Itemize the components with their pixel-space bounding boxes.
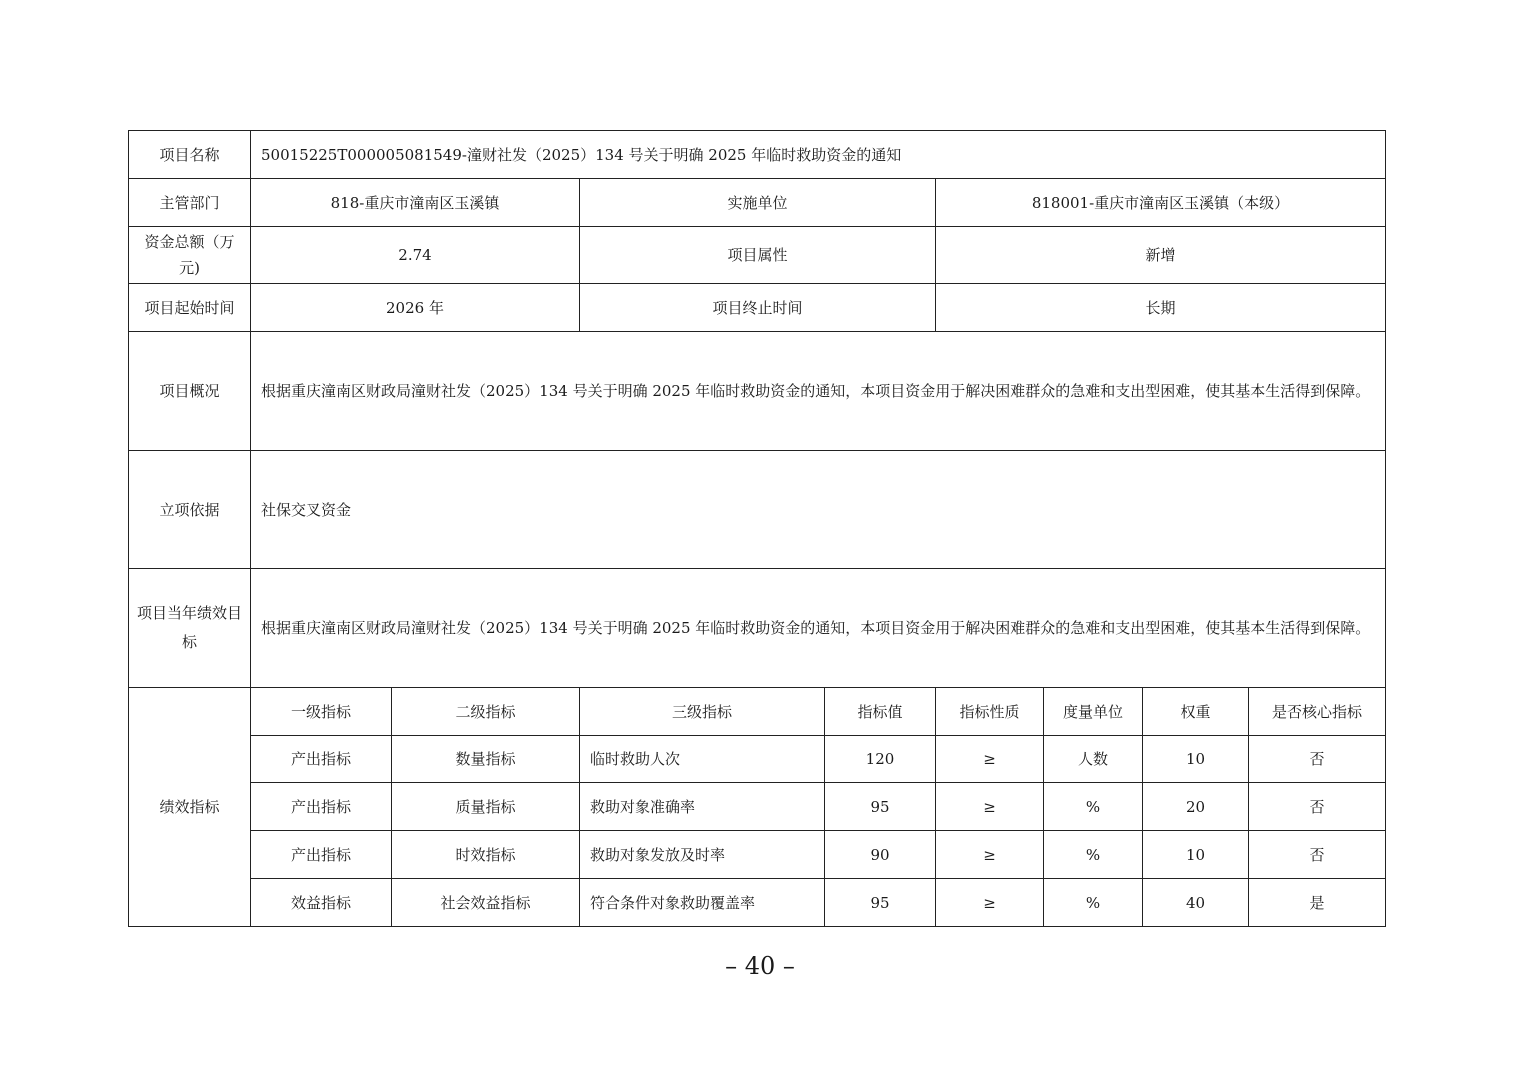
basis-value: 社保交叉资金	[261, 500, 352, 519]
overview-label: 项目概况	[159, 382, 220, 400]
table-row-4-level1: 效益指标	[290, 893, 351, 912]
table-row-1-level2: 数量指标	[455, 750, 516, 768]
table-row-4-level3: 符合条件对象救助覆盖率	[590, 893, 756, 912]
table-row-3-nature: ≥	[983, 845, 996, 864]
start-time-label: 项目起始时间	[144, 298, 235, 317]
table-row-2-level2: 质量指标	[455, 797, 516, 816]
annual-goal-value: 根据重庆潼南区财政局潼财社发（2025）134 号关于明确 2025 年临时救助资金的通知，本项目资金用于解决困难群众的急难和支出型困难，使其基本生活得到保障。	[261, 618, 1371, 637]
table-row-4-level2: 社会效益指标	[440, 893, 531, 912]
table-row-2-value: 95	[870, 797, 890, 816]
table-row-2-level3: 救助对象准确率	[590, 797, 696, 816]
table-row-4-core: 是	[1309, 893, 1325, 912]
table-row-1-level3: 临时救助人次	[590, 750, 681, 768]
implementing-unit-label: 实施单位	[727, 193, 788, 212]
table-row-2-unit: %	[1085, 797, 1101, 816]
table-row-1-value: 120	[865, 750, 895, 768]
header-unit: 度量单位	[1062, 702, 1123, 721]
implementing-unit-value: 818001-重庆市潼南区玉溪镇（本级）	[1031, 193, 1290, 212]
table-row-1-unit: 人数	[1077, 750, 1108, 768]
start-time-value: 2026 年	[386, 298, 444, 317]
header-nature: 指标性质	[959, 702, 1020, 721]
table-row-4-unit: %	[1085, 893, 1101, 912]
table-row-4-value: 95	[870, 893, 890, 912]
overview-value: 根据重庆潼南区财政局潼财社发（2025）134 号关于明确 2025 年临时救助资金的通知，本项目资金用于解决困难群众的急难和支出型困难，使其基本生活得到保障。	[261, 381, 1371, 400]
header-value: 指标值	[857, 702, 903, 721]
project-name-label: 项目名称	[159, 145, 220, 164]
department-value: 818-重庆市潼南区玉溪镇	[330, 193, 500, 212]
page-number: – 40 –	[725, 952, 795, 980]
department-label: 主管部门	[159, 193, 220, 212]
table-row-3-level2: 时效指标	[455, 845, 516, 864]
table-row-2-weight: 20	[1185, 797, 1206, 816]
table-row-1-nature: ≥	[983, 750, 996, 768]
header-level2: 二级指标	[455, 702, 516, 721]
end-time-label: 项目终止时间	[712, 298, 803, 317]
project-name-value: 50015225T000005081549-潼财社发（2025）134 号关于明确 2025 年临时救助资金的通知	[261, 145, 902, 164]
header-level1: 一级指标	[290, 702, 351, 721]
project-attribute-label: 项目属性	[727, 246, 788, 264]
table-row-3-weight: 10	[1185, 845, 1206, 864]
table-row-3-level3: 救助对象发放及时率	[590, 845, 726, 864]
table-row-3-value: 90	[870, 845, 890, 864]
table-row-1-core: 否	[1309, 750, 1325, 768]
table-row-1-weight: 10	[1185, 750, 1206, 768]
header-level3: 三级指标	[671, 702, 732, 721]
table-row-2-nature: ≥	[983, 797, 996, 816]
annual-goal-label: 项目当年绩效目标	[137, 604, 243, 651]
table-row-2-level1: 产出指标	[290, 797, 351, 816]
header-weight: 权重	[1180, 702, 1211, 721]
project-attribute-value: 新增	[1145, 246, 1176, 264]
table-row-1-level1: 产出指标	[290, 750, 351, 768]
header-core: 是否核心指标	[1271, 702, 1362, 721]
table-row-3-core: 否	[1309, 845, 1325, 864]
table-row-3-unit: %	[1085, 845, 1101, 864]
table-row-4-nature: ≥	[983, 893, 996, 912]
end-time-value: 长期	[1145, 298, 1176, 317]
indicators-label: 绩效指标	[159, 798, 220, 816]
basis-label: 立项依据	[159, 500, 220, 519]
table-row-2-core: 否	[1309, 797, 1325, 816]
total-funds-label: 资金总额（万元)	[144, 233, 235, 277]
table-row-3-level1: 产出指标	[290, 845, 351, 864]
total-funds-value: 2.74	[398, 246, 432, 264]
table-row-4-weight: 40	[1185, 893, 1206, 912]
